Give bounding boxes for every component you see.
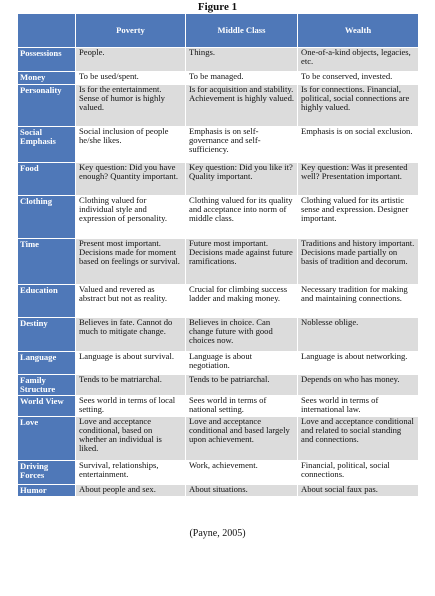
- cell-middle-class: Tends to be patriarchal.: [186, 375, 298, 396]
- table-header-row: [18, 14, 419, 48]
- cell-middle-class: Believes in choice. Can change future with good choices now.: [186, 318, 298, 352]
- cell-poverty: Clothing valued for individual style and expression of personality.: [76, 196, 186, 239]
- table-row: [18, 285, 419, 318]
- header-poverty: Poverty: [76, 14, 186, 48]
- cell-middle-class: Sees world in terms of national setting.: [186, 396, 298, 417]
- cell-middle-class: Is for acquisition and stability. Achievement is highly valued.: [186, 85, 298, 127]
- table-row: [18, 48, 419, 72]
- row-label: Personality: [18, 85, 76, 127]
- cell-middle-class: Love and acceptance conditional and based largely upon achievement.: [186, 417, 298, 461]
- cell-poverty: Is for the entertainment. Sense of humor is highly valued.: [76, 85, 186, 127]
- cell-wealth: Emphasis is on social exclusion.: [298, 127, 419, 163]
- table-row: [18, 318, 419, 352]
- row-label: Family Structure: [18, 375, 76, 396]
- cell-middle-class: Key question: Did you like it? Quality important.: [186, 163, 298, 196]
- figure-title: Figure 1: [197, 1, 238, 13]
- row-label: Destiny: [18, 318, 76, 352]
- cell-poverty: To be used/spent.: [76, 72, 186, 85]
- table-row: [18, 375, 419, 396]
- cell-wealth: Depends on who has money.: [298, 375, 419, 396]
- row-label: Love: [18, 417, 76, 461]
- cell-wealth: Is for connections. Financial, political, social connections are highly valued.: [298, 85, 419, 127]
- row-label: World View: [18, 396, 76, 417]
- cell-middle-class: Clothing valued for its quality and acceptance into norm of middle class.: [186, 196, 298, 239]
- cell-poverty: Present most important. Decisions made for moment based on feelings or survival.: [76, 239, 186, 285]
- cell-wealth: Necessary tradition for making and maintaining connections.: [298, 285, 419, 318]
- row-label: Humor: [18, 485, 76, 497]
- table-row: [18, 196, 419, 239]
- cell-poverty: Social inclusion of people he/she likes.: [76, 127, 186, 163]
- row-label: Food: [18, 163, 76, 196]
- cell-wealth: Financial, political, social connections.: [298, 461, 419, 485]
- table-row: [18, 461, 419, 485]
- cell-middle-class: Work, achievement.: [186, 461, 298, 485]
- class-comparison-table: [17, 13, 419, 497]
- cell-poverty: Tends to be matriarchal.: [76, 375, 186, 396]
- cell-poverty: Valued and revered as abstract but not as reality.: [76, 285, 186, 318]
- cell-poverty: Survival, relationships, entertainment.: [76, 461, 186, 485]
- cell-poverty: Believes in fate. Cannot do much to mitigate change.: [76, 318, 186, 352]
- table-row: [18, 352, 419, 375]
- row-label: Social Emphasis: [18, 127, 76, 163]
- cell-poverty: Love and acceptance conditional, based on whether an individual is liked.: [76, 417, 186, 461]
- cell-middle-class: Language is about negotiation.: [186, 352, 298, 375]
- table-row: [18, 72, 419, 85]
- row-label: Money: [18, 72, 76, 85]
- cell-wealth: About social faux pas.: [298, 485, 419, 497]
- cell-middle-class: To be managed.: [186, 72, 298, 85]
- cell-middle-class: About situations.: [186, 485, 298, 497]
- cell-wealth: Noblesse oblige.: [298, 318, 419, 352]
- header-middle-class: Middle Class: [186, 14, 298, 48]
- row-label: Language: [18, 352, 76, 375]
- table-row: [18, 417, 419, 461]
- table-row: [18, 396, 419, 417]
- cell-poverty: Key question: Did you have enough? Quantity important.: [76, 163, 186, 196]
- row-label: Time: [18, 239, 76, 285]
- row-label: Driving Forces: [18, 461, 76, 485]
- table-row: [18, 127, 419, 163]
- cell-middle-class: Emphasis is on self-governance and self-sufficiency.: [186, 127, 298, 163]
- cell-wealth: Clothing valued for its artistic sense and expression. Designer important.: [298, 196, 419, 239]
- row-label: Education: [18, 285, 76, 318]
- row-label: Possessions: [18, 48, 76, 72]
- cell-wealth: Language is about networking.: [298, 352, 419, 375]
- cell-middle-class: Things.: [186, 48, 298, 72]
- table-row: [18, 239, 419, 285]
- cell-poverty: Sees world in terms of local setting.: [76, 396, 186, 417]
- cell-poverty: About people and sex.: [76, 485, 186, 497]
- header-corner: [18, 14, 76, 48]
- cell-poverty: Language is about survival.: [76, 352, 186, 375]
- cell-wealth: Love and acceptance conditional and related to social standing and connections.: [298, 417, 419, 461]
- table-row: [18, 163, 419, 196]
- cell-wealth: Sees world in terms of international law.: [298, 396, 419, 417]
- cell-wealth: To be conserved, invested.: [298, 72, 419, 85]
- cell-middle-class: Future most important. Decisions made against future ramifications.: [186, 239, 298, 285]
- cell-wealth: Key question: Was it presented well? Presentation important.: [298, 163, 419, 196]
- table-row: [18, 85, 419, 127]
- cell-middle-class: Crucial for climbing success ladder and making money.: [186, 285, 298, 318]
- figure-caption: (Payne, 2005): [189, 528, 246, 539]
- cell-poverty: People.: [76, 48, 186, 72]
- cell-wealth: Traditions and history important. Decisions made partially on basis of tradition and decorum.: [298, 239, 419, 285]
- row-label: Clothing: [18, 196, 76, 239]
- cell-wealth: One-of-a-kind objects, legacies, etc.: [298, 48, 419, 72]
- header-wealth: Wealth: [298, 14, 419, 48]
- table-row: [18, 485, 419, 497]
